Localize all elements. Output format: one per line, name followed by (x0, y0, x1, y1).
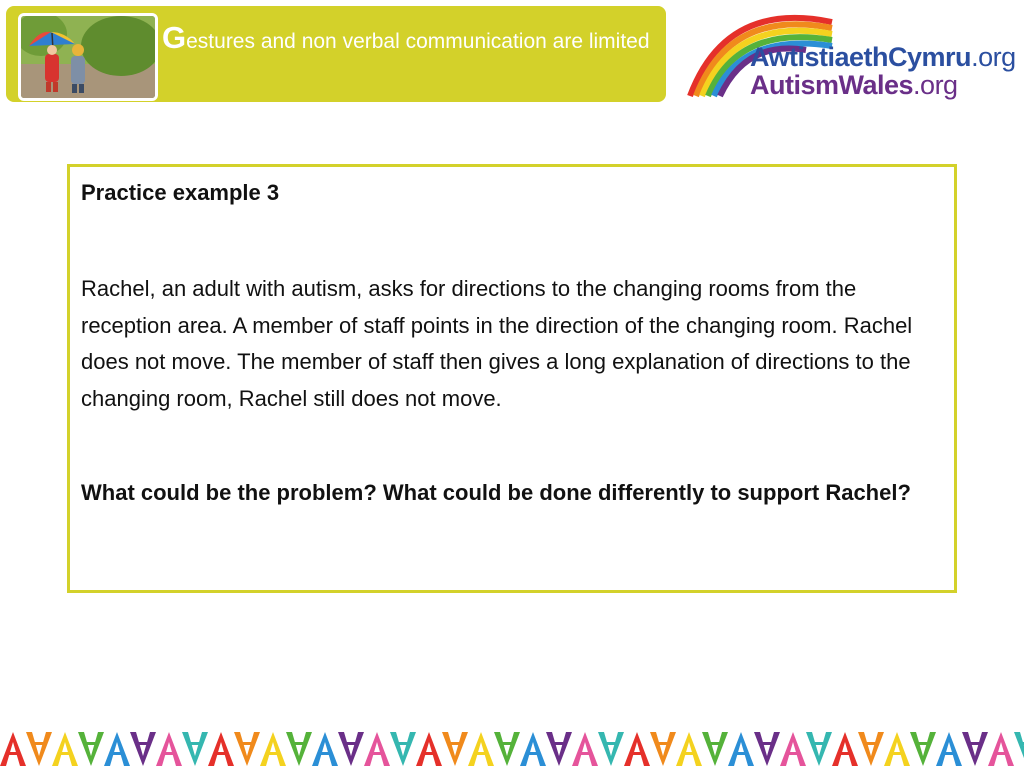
question-text: What could be the problem? What could be done differently to support Rachel? (81, 480, 911, 506)
letter-a-shape (364, 732, 390, 766)
letter-a-shape (416, 732, 442, 766)
letter-a-shape (728, 732, 754, 766)
letter-a-shape (130, 732, 156, 766)
letter-a-shape (936, 732, 962, 766)
letter-a-shape (208, 732, 234, 766)
letter-a-shape (26, 732, 52, 766)
letter-a-shape (494, 732, 520, 766)
page-title (162, 22, 652, 57)
letter-a-shape (572, 732, 598, 766)
title-initial: G (162, 20, 187, 55)
letter-a-shape (78, 732, 104, 766)
letter-a-shape (338, 732, 364, 766)
letter-a-shape (676, 732, 702, 766)
letter-a-shape (858, 732, 884, 766)
letter-a-shape (546, 732, 572, 766)
letter-a-shape (780, 732, 806, 766)
letter-a-shape (390, 732, 416, 766)
practice-example-box (67, 164, 957, 593)
example-title: Practice example 3 (81, 180, 280, 205)
letter-a-shape (1014, 732, 1024, 766)
title-rest: estures and non verbal communication are limited (186, 30, 650, 53)
letter-a-shape (234, 732, 260, 766)
letter-a-shape (156, 732, 182, 766)
logo-welsh-text: AwtistiaethCymru.org (750, 42, 1016, 72)
letter-a-shape (832, 732, 858, 766)
letter-a-shape (806, 732, 832, 766)
children-in-rain-photo (18, 13, 158, 101)
practice-example-content (81, 175, 941, 512)
letter-a-shape (52, 732, 78, 766)
header-banner (6, 6, 666, 102)
letter-a-shape (884, 732, 910, 766)
letter-a-shape (650, 732, 676, 766)
logo-english-text: AutismWales.org (750, 70, 958, 100)
letter-a-shape (598, 732, 624, 766)
letter-a-shape (468, 732, 494, 766)
letter-a-shape (702, 732, 728, 766)
letter-a-shape (520, 732, 546, 766)
colorful-letter-a-strip (0, 722, 1024, 768)
letter-a-shape (0, 732, 26, 766)
photo-illustration (21, 16, 155, 98)
letter-a-shape (910, 732, 936, 766)
letter-a-shape (754, 732, 780, 766)
letter-a-shape (182, 732, 208, 766)
letter-a-shape (624, 732, 650, 766)
scenario-text: Rachel, an adult with autism, asks for directions to the changing rooms from the reception area. A member of staff points in the direction of the changing room. Rachel does not move. The member of staff then gives a long explanation of directions to the changing room, Rachel still does not move. (81, 276, 913, 411)
letter-a-shape (286, 732, 312, 766)
letter-a-shape (442, 732, 468, 766)
letter-a-shape (104, 732, 130, 766)
autism-wales-logo[interactable] (686, 4, 1020, 104)
letter-a-shape (260, 732, 286, 766)
letter-a-shape (988, 732, 1014, 766)
letter-a-shape (962, 732, 988, 766)
letter-a-shape (312, 732, 338, 766)
